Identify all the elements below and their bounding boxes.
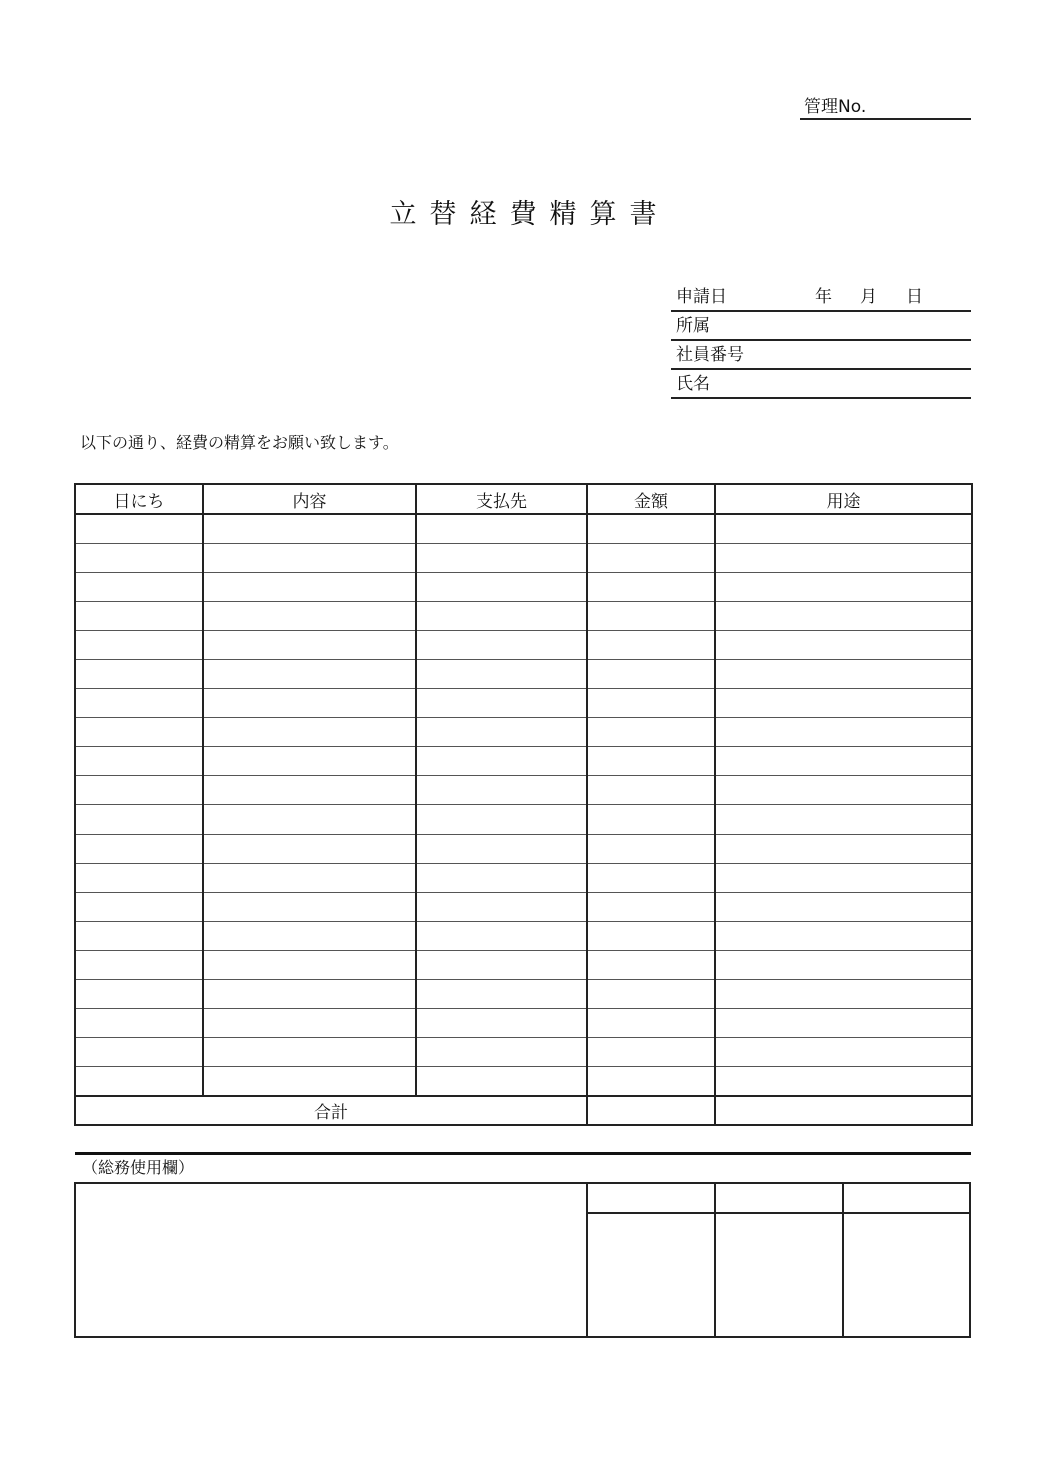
purpose-cell[interactable] xyxy=(715,514,972,543)
table-row xyxy=(75,921,972,950)
table-row xyxy=(75,805,972,834)
ga-divider-2 xyxy=(714,1184,716,1336)
table-row xyxy=(75,776,972,805)
table-row xyxy=(75,863,972,892)
date-cell[interactable] xyxy=(75,659,203,688)
date-cell[interactable] xyxy=(75,1067,203,1096)
table-row xyxy=(75,514,972,543)
amount-cell[interactable] xyxy=(587,805,715,834)
amount-cell[interactable] xyxy=(587,630,715,659)
payee-cell[interactable] xyxy=(416,980,587,1009)
purpose-cell[interactable] xyxy=(715,1009,972,1038)
date-cell[interactable] xyxy=(75,834,203,863)
purpose-cell[interactable] xyxy=(715,1067,972,1096)
purpose-cell[interactable] xyxy=(715,659,972,688)
amount-cell[interactable] xyxy=(587,834,715,863)
description-cell[interactable] xyxy=(203,805,416,834)
date-cell[interactable] xyxy=(75,689,203,718)
date-cell[interactable] xyxy=(75,718,203,747)
ga-divider-3 xyxy=(842,1184,844,1336)
payee-cell[interactable] xyxy=(416,863,587,892)
table-row xyxy=(75,747,972,776)
amount-cell[interactable] xyxy=(587,747,715,776)
purpose-cell[interactable] xyxy=(715,950,972,979)
amount-cell[interactable] xyxy=(587,659,715,688)
description-cell[interactable] xyxy=(203,776,416,805)
month-label: 月 xyxy=(860,287,877,307)
ga-divider-1 xyxy=(586,1184,588,1336)
date-cell[interactable] xyxy=(75,892,203,921)
purpose-cell[interactable] xyxy=(715,689,972,718)
table-row xyxy=(75,950,972,979)
description-cell[interactable] xyxy=(203,921,416,950)
table-row xyxy=(75,630,972,659)
payee-cell[interactable] xyxy=(416,1067,587,1096)
payee-cell[interactable] xyxy=(416,659,587,688)
header-purpose: 用途 xyxy=(715,484,972,514)
date-cell[interactable] xyxy=(75,921,203,950)
date-cell[interactable] xyxy=(75,514,203,543)
amount-cell[interactable] xyxy=(587,689,715,718)
purpose-cell[interactable] xyxy=(715,776,972,805)
section-divider xyxy=(75,1152,971,1155)
employee-number-label: 社員番号 xyxy=(676,345,744,365)
day-label: 日 xyxy=(906,287,923,307)
purpose-cell[interactable] xyxy=(715,921,972,950)
table-row xyxy=(75,718,972,747)
payee-cell[interactable] xyxy=(416,805,587,834)
description-cell[interactable] xyxy=(203,630,416,659)
payee-cell[interactable] xyxy=(416,572,587,601)
general-affairs-box xyxy=(74,1182,971,1338)
date-cell[interactable] xyxy=(75,1038,203,1067)
table-row xyxy=(75,892,972,921)
application-date-field[interactable] xyxy=(671,283,971,312)
description-cell[interactable] xyxy=(203,1038,416,1067)
payee-cell[interactable] xyxy=(416,718,587,747)
purpose-cell[interactable] xyxy=(715,980,972,1009)
payee-cell[interactable] xyxy=(416,630,587,659)
intro-text: 以下の通り、経費の精算をお願い致します。 xyxy=(80,433,399,452)
description-cell[interactable] xyxy=(203,834,416,863)
table-row xyxy=(75,572,972,601)
amount-cell[interactable] xyxy=(587,601,715,630)
header-payee: 支払先 xyxy=(416,484,587,514)
date-cell[interactable] xyxy=(75,1009,203,1038)
applicant-info xyxy=(671,283,971,399)
description-cell[interactable] xyxy=(203,718,416,747)
date-cell[interactable] xyxy=(75,776,203,805)
date-cell[interactable] xyxy=(75,630,203,659)
payee-cell[interactable] xyxy=(416,892,587,921)
description-cell[interactable] xyxy=(203,863,416,892)
total-amount-cell[interactable] xyxy=(587,1096,715,1125)
header-date: 日にち xyxy=(75,484,203,514)
date-cell[interactable] xyxy=(75,805,203,834)
purpose-cell[interactable] xyxy=(715,834,972,863)
table-row xyxy=(75,1067,972,1096)
amount-cell[interactable] xyxy=(587,718,715,747)
department-label: 所属 xyxy=(676,316,710,336)
general-affairs-label: （総務使用欄） xyxy=(82,1158,195,1177)
purpose-cell[interactable] xyxy=(715,892,972,921)
description-cell[interactable] xyxy=(203,1009,416,1038)
description-cell[interactable] xyxy=(203,689,416,718)
description-cell[interactable] xyxy=(203,747,416,776)
date-cell[interactable] xyxy=(75,747,203,776)
payee-cell[interactable] xyxy=(416,543,587,572)
payee-cell[interactable] xyxy=(416,921,587,950)
date-cell[interactable] xyxy=(75,950,203,979)
amount-cell[interactable] xyxy=(587,776,715,805)
table-row xyxy=(75,834,972,863)
amount-cell[interactable] xyxy=(587,543,715,572)
total-row xyxy=(75,1096,972,1125)
name-field[interactable] xyxy=(671,370,971,399)
payee-cell[interactable] xyxy=(416,747,587,776)
table-row xyxy=(75,601,972,630)
date-cell[interactable] xyxy=(75,863,203,892)
description-cell[interactable] xyxy=(203,601,416,630)
header-amount: 金額 xyxy=(587,484,715,514)
amount-cell[interactable] xyxy=(587,921,715,950)
description-cell[interactable] xyxy=(203,572,416,601)
total-purpose-cell[interactable] xyxy=(715,1096,972,1125)
expense-table xyxy=(74,483,973,1126)
table-row xyxy=(75,1038,972,1067)
amount-cell[interactable] xyxy=(587,514,715,543)
table-row xyxy=(75,689,972,718)
purpose-cell[interactable] xyxy=(715,805,972,834)
header-description: 内容 xyxy=(203,484,416,514)
purpose-cell[interactable] xyxy=(715,718,972,747)
payee-cell[interactable] xyxy=(416,834,587,863)
date-cell[interactable] xyxy=(75,980,203,1009)
purpose-cell[interactable] xyxy=(715,630,972,659)
application-date-label: 申請日 xyxy=(676,287,727,307)
purpose-cell[interactable] xyxy=(715,601,972,630)
amount-cell[interactable] xyxy=(587,950,715,979)
payee-cell[interactable] xyxy=(416,776,587,805)
payee-cell[interactable] xyxy=(416,950,587,979)
date-cell[interactable] xyxy=(75,572,203,601)
purpose-cell[interactable] xyxy=(715,863,972,892)
table-row xyxy=(75,543,972,572)
amount-cell[interactable] xyxy=(587,572,715,601)
purpose-cell[interactable] xyxy=(715,1038,972,1067)
payee-cell[interactable] xyxy=(416,601,587,630)
ga-stamp-header-line xyxy=(586,1212,969,1214)
management-number-field[interactable] xyxy=(800,96,971,120)
amount-cell[interactable] xyxy=(587,863,715,892)
name-label: 氏名 xyxy=(676,374,710,394)
table-row xyxy=(75,659,972,688)
management-number-label: 管理No. xyxy=(804,97,867,117)
document-title: 立替経費精算書 xyxy=(389,199,670,230)
payee-cell[interactable] xyxy=(416,1009,587,1038)
description-cell[interactable] xyxy=(203,514,416,543)
amount-cell[interactable] xyxy=(587,892,715,921)
date-cell[interactable] xyxy=(75,601,203,630)
purpose-cell[interactable] xyxy=(715,747,972,776)
table-row xyxy=(75,980,972,1009)
payee-cell[interactable] xyxy=(416,689,587,718)
description-cell[interactable] xyxy=(203,980,416,1009)
table-header-row xyxy=(75,484,972,514)
description-cell[interactable] xyxy=(203,1067,416,1096)
description-cell[interactable] xyxy=(203,950,416,979)
amount-cell[interactable] xyxy=(587,1038,715,1067)
payee-cell[interactable] xyxy=(416,514,587,543)
year-label: 年 xyxy=(815,287,832,307)
total-label: 合計 xyxy=(75,1096,587,1125)
amount-cell[interactable] xyxy=(587,1009,715,1038)
payee-cell[interactable] xyxy=(416,1038,587,1067)
description-cell[interactable] xyxy=(203,543,416,572)
amount-cell[interactable] xyxy=(587,980,715,1009)
table-row xyxy=(75,1009,972,1038)
amount-cell[interactable] xyxy=(587,1067,715,1096)
date-cell[interactable] xyxy=(75,543,203,572)
employee-number-field[interactable] xyxy=(671,341,971,370)
purpose-cell[interactable] xyxy=(715,572,972,601)
description-cell[interactable] xyxy=(203,892,416,921)
description-cell[interactable] xyxy=(203,659,416,688)
purpose-cell[interactable] xyxy=(715,543,972,572)
department-field[interactable] xyxy=(671,312,971,341)
